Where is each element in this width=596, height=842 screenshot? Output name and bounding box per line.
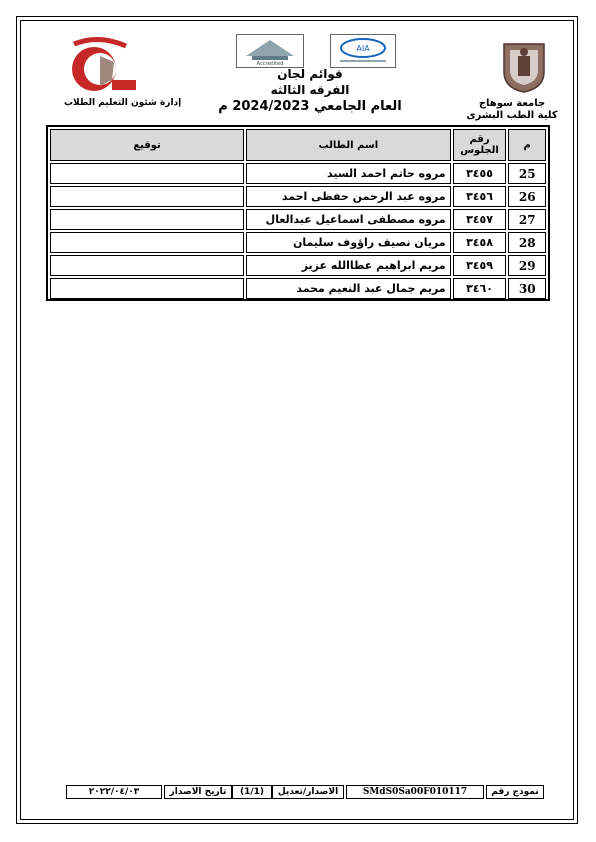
table-header-row bbox=[50, 129, 546, 161]
issue-date-label: تاريخ الاصدار bbox=[164, 785, 232, 799]
academic-year: العام الجامعي 2024/2023 م bbox=[218, 99, 402, 114]
document-header bbox=[40, 30, 560, 125]
table-row bbox=[50, 255, 546, 276]
committee-list-table-wrapper bbox=[46, 125, 550, 301]
row-signature-cell bbox=[50, 255, 244, 276]
row-seat-number: ٣٤٥٥ bbox=[453, 163, 507, 184]
row-serial: 30 bbox=[508, 278, 546, 299]
svg-text:Accredited: Accredited bbox=[256, 61, 284, 67]
row-seat-number: ٣٤٦٠ bbox=[453, 278, 507, 299]
row-serial: 25 bbox=[508, 163, 546, 184]
row-student-name: مروه مصطفى اسماعيل عبدالعال bbox=[246, 209, 450, 230]
issue-date: ٢٠٢٢/٠٤/٠٣ bbox=[66, 785, 162, 799]
row-signature-cell bbox=[50, 186, 244, 207]
university-name: جامعة سوهاج bbox=[478, 98, 546, 109]
form-number-label: نموذج رقم bbox=[486, 785, 544, 799]
faculty-emblem-logo-right bbox=[496, 38, 552, 94]
faculty-name: كلية الطب البشرى bbox=[466, 110, 558, 121]
header-seat-number: رقم الجلوس bbox=[453, 129, 507, 161]
row-seat-number: ٣٤٥٩ bbox=[453, 255, 507, 276]
row-serial: 27 bbox=[508, 209, 546, 230]
revision-value: (1/1) bbox=[232, 785, 272, 799]
table-row bbox=[50, 186, 546, 207]
table-row bbox=[50, 209, 546, 230]
department-name: إدارة شئون التعليم الطلاب bbox=[64, 98, 182, 108]
svg-text:AIA: AIA bbox=[356, 44, 370, 53]
row-signature-cell bbox=[50, 232, 244, 253]
row-student-name: مريان نصيف راؤوف سليمان bbox=[246, 232, 450, 253]
form-code: SMdS0Sa00F010117 bbox=[346, 785, 484, 799]
row-student-name: مروه عبد الرحمن حفظى احمد bbox=[246, 186, 450, 207]
row-student-name: مريم جمال عبد النعيم محمد bbox=[246, 278, 450, 299]
year-level: الفرقه الثالثه bbox=[270, 83, 350, 97]
row-student-name: مروه حاتم احمد السيد bbox=[246, 163, 450, 184]
accreditation-badge-icon bbox=[236, 34, 304, 68]
row-signature-cell bbox=[50, 278, 244, 299]
row-student-name: مريم ابراهيم عطاالله عزيز bbox=[246, 255, 450, 276]
header-signature: توقيع bbox=[50, 129, 244, 161]
iso-certification-icon bbox=[330, 34, 396, 68]
document-footer bbox=[66, 785, 544, 799]
table-row bbox=[50, 232, 546, 253]
row-seat-number: ٣٤٥٦ bbox=[453, 186, 507, 207]
table-row bbox=[50, 163, 546, 184]
sohag-university-logo-left bbox=[54, 36, 140, 94]
row-serial: 28 bbox=[508, 232, 546, 253]
row-serial: 29 bbox=[508, 255, 546, 276]
row-signature-cell bbox=[50, 163, 244, 184]
header-serial: م bbox=[508, 129, 546, 161]
header-student-name: اسم الطالب bbox=[246, 129, 450, 161]
row-serial: 26 bbox=[508, 186, 546, 207]
row-seat-number: ٣٤٥٨ bbox=[453, 232, 507, 253]
revision-label: الاصدار/تعديل bbox=[272, 785, 344, 799]
university-name-block bbox=[464, 98, 560, 122]
document-title: قوائم لجان bbox=[277, 67, 343, 81]
table-row bbox=[50, 278, 546, 299]
row-seat-number: ٣٤٥٧ bbox=[453, 209, 507, 230]
committee-list-table bbox=[48, 127, 548, 301]
document-titles bbox=[190, 66, 430, 116]
row-signature-cell bbox=[50, 209, 244, 230]
